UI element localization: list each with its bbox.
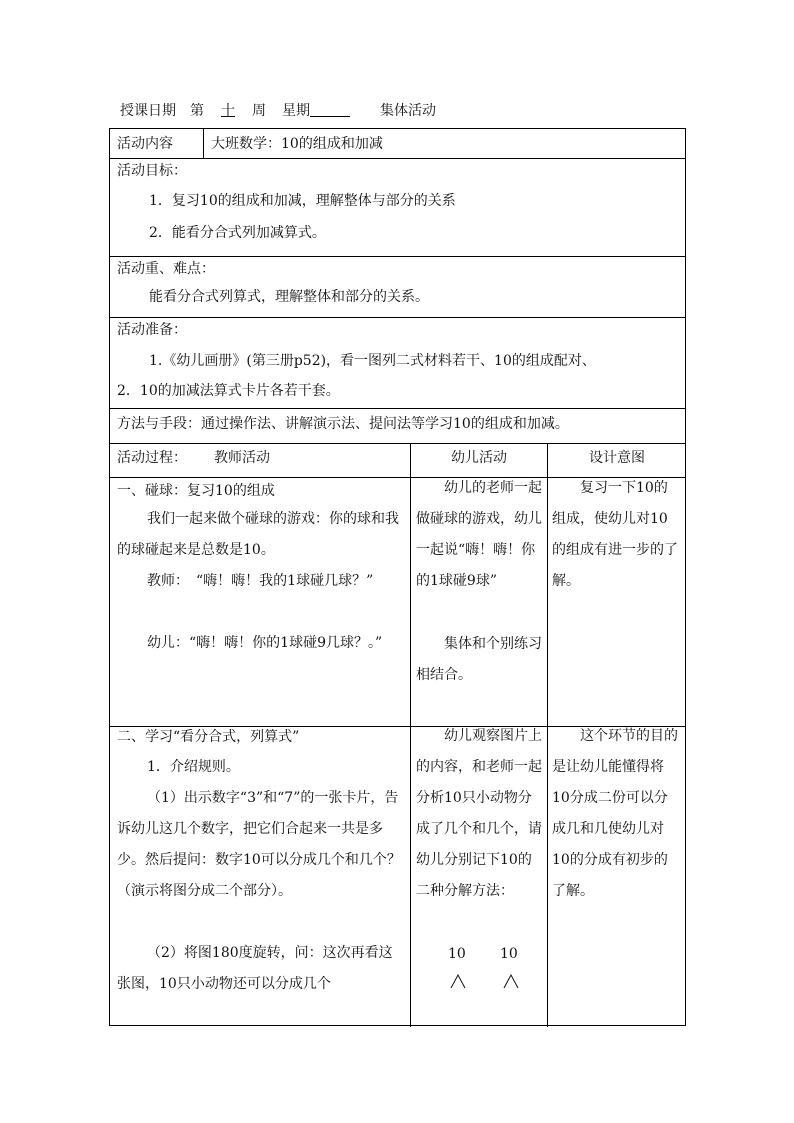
section-title: 一、碰球：复习10的组成 xyxy=(117,483,275,499)
week-prefix: 第 xyxy=(190,103,204,119)
teacher-paragraph: 1．介绍规则。 xyxy=(147,759,240,775)
activity-type: 集体活动 xyxy=(380,103,436,119)
weekday-label: 星期 xyxy=(282,103,310,119)
preparation-line: 1.《幼儿画册》(第三册p52)，看一图列二式材料若干、10的组成配对、 xyxy=(149,353,596,369)
teacher-paragraph: 幼儿：“嗨！嗨！你的1球碰9几球？。” xyxy=(147,635,383,651)
goals-title: 活动目标： xyxy=(117,163,187,179)
key-points-title: 活动重、难点： xyxy=(117,261,215,277)
rule xyxy=(110,408,685,409)
teacher-paragraph: （1）出示数字“3”和“7”的一张卡片，告诉幼儿这几个数字，把它们合起来一共是多少。然后提问：数字10可以分成几个和几个？（演示将图分成二个部分）。 xyxy=(117,790,401,899)
rule xyxy=(547,443,548,1027)
split-caret-icons xyxy=(448,971,528,991)
goal-item: 1．复习10的组成和加减，理解整体与部分的关系 xyxy=(149,193,456,209)
content-label: 活动内容 xyxy=(117,136,173,152)
rule xyxy=(110,158,685,159)
content-value: 大班数学：10的组成和加减 xyxy=(211,136,383,152)
rule xyxy=(110,443,685,444)
teacher-header: 教师活动 xyxy=(214,450,270,466)
week-value: 十 xyxy=(221,103,235,119)
preparation-line: 2．10的加减法算式卡片各若干套。 xyxy=(117,383,340,399)
rule xyxy=(203,129,204,158)
methods-text: 方法与手段：通过操作法、讲解演示法、提问法等学习10的组成和加减。 xyxy=(117,416,569,432)
date-label: 授课日期 xyxy=(120,103,176,119)
section-title: 二、学习“看分合式，列算式” xyxy=(117,729,300,745)
rule xyxy=(410,443,411,1027)
child-paragraph: 集体和个别练习相结合。 xyxy=(416,636,542,683)
weekday-blank xyxy=(310,102,350,117)
design-header: 设计意图 xyxy=(589,450,645,466)
preparation-title: 活动准备： xyxy=(117,322,187,338)
rule xyxy=(110,317,685,318)
child-paragraph: 幼儿的老师一起做碰球的游戏，幼儿一起说“嗨！嗨！你的1球碰9球” xyxy=(416,480,542,589)
process-header: 活动过程： xyxy=(117,450,187,466)
week-suffix: 周 xyxy=(252,103,266,119)
child-header: 幼儿活动 xyxy=(451,450,507,466)
diagram-total: 10 xyxy=(448,946,466,962)
child-paragraph: 幼儿观察图片上的内容，和老师一起分析10只小动物分成了几个和几个，请幼儿分别记下10的二种分解方法： xyxy=(416,728,542,899)
design-paragraph: 复习一下10的组成，使幼儿对10的组成有进一步的了解。 xyxy=(552,480,678,589)
header-line xyxy=(120,100,436,122)
diagram-total: 10 xyxy=(500,946,518,962)
lesson-plan-table xyxy=(109,128,686,1026)
teacher-paragraph: （2）将图180度旋转，问：这次再看这张图，10只小动物还可以分成几个 xyxy=(117,945,393,992)
design-paragraph: 这个环节的目的是让幼儿能懂得将10分成二份可以分成几和几使幼儿对10的分成有初步的了解。 xyxy=(552,728,678,899)
teacher-paragraph: 教师： “嗨！嗨！我的1球碰几球？” xyxy=(147,573,374,589)
teacher-paragraph: 我们一起来做个碰球的游戏：你的球和我的球碰起来是总数是10。 xyxy=(117,511,399,558)
rule xyxy=(110,256,685,257)
goal-item: 2．能看分合式列加减算式。 xyxy=(149,225,326,241)
key-points-text: 能看分合式列算式，理解整体和部分的关系。 xyxy=(149,289,429,305)
